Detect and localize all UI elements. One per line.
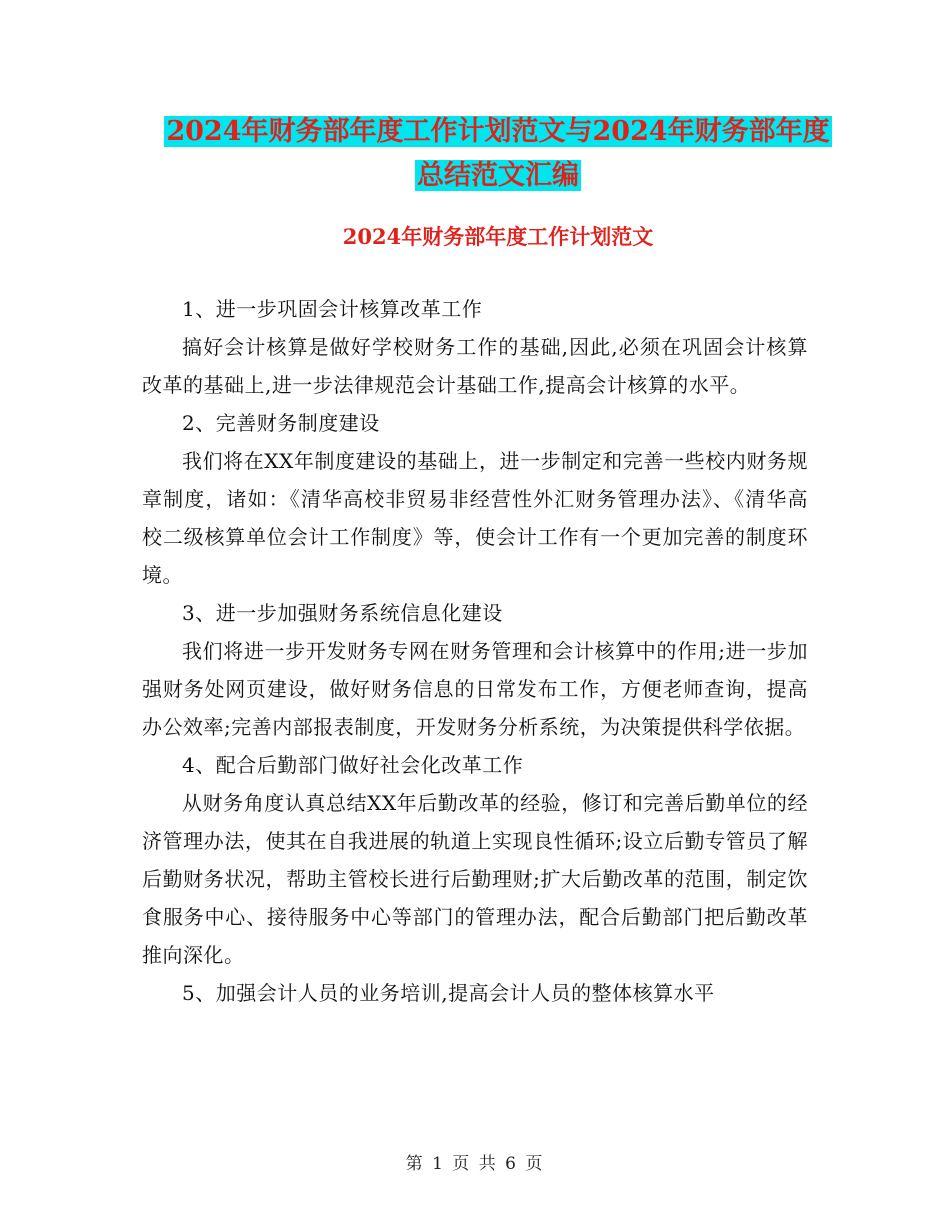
item-heading-3: 3、进一步加强财务系统信息化建设 — [182, 601, 503, 625]
document-title — [120, 110, 876, 198]
paragraph-3: 我们将进一步开发财务专网在财务管理和会计核算中的作用;进一步加强财务处网页建设，做好财务信息的日常发布工作，方便老师查询，提高办公效率;完善内部报表制度，开发财务分析系统，为决策提供科学依据。 — [142, 639, 808, 739]
section-title: 2024年财务部年度工作计划范文 — [342, 224, 654, 249]
item-heading-4: 4、配合后勤部门做好社会化改革工作 — [182, 753, 524, 777]
document-title-line-2: 总结范文汇编 — [417, 160, 579, 191]
document-body — [142, 290, 808, 1012]
item-heading-2: 2、完善财务制度建设 — [182, 411, 380, 435]
paragraph-1: 搞好会计核算是做好学校财务工作的基础,因此,必须在巩固会计核算改革的基础上,进一步法律规范会计基础工作,提高会计核算的水平。 — [142, 335, 808, 397]
paragraph-4: 从财务角度认真总结XX年后勤改革的经验，修订和完善后勤单位的经济管理办法，使其在自我进展的轨道上实现良性循环;设立后勤专管员了解后勤财务状况，帮助主管校长进行后勤理财;扩大后勤改革的范围，制定饮食服务中心、接待服务中心等部门的管理办法，配合后勤部门把后勤改革推向深化。 — [142, 791, 808, 967]
paragraph-2: 我们将在XX年制度建设的基础上，进一步制定和完善一些校内财务规章制度，诸如：《清华高校非贸易非经营性外汇财务管理办法》、《清华高校二级核算单位会计工作制度》等，使会计工作有一个更加完善的制度环境。 — [142, 449, 808, 587]
item-heading-5: 5、加强会计人员的业务培训,提高会计人员的整体核算水平 — [182, 981, 715, 1005]
page-footer: 第 1 页 共 6 页 — [405, 1154, 545, 1174]
document-title-line-1: 2024年财务部年度工作计划范文与2024年财务部年度 — [166, 116, 830, 147]
item-heading-1: 1、进一步巩固会计核算改革工作 — [182, 297, 483, 321]
